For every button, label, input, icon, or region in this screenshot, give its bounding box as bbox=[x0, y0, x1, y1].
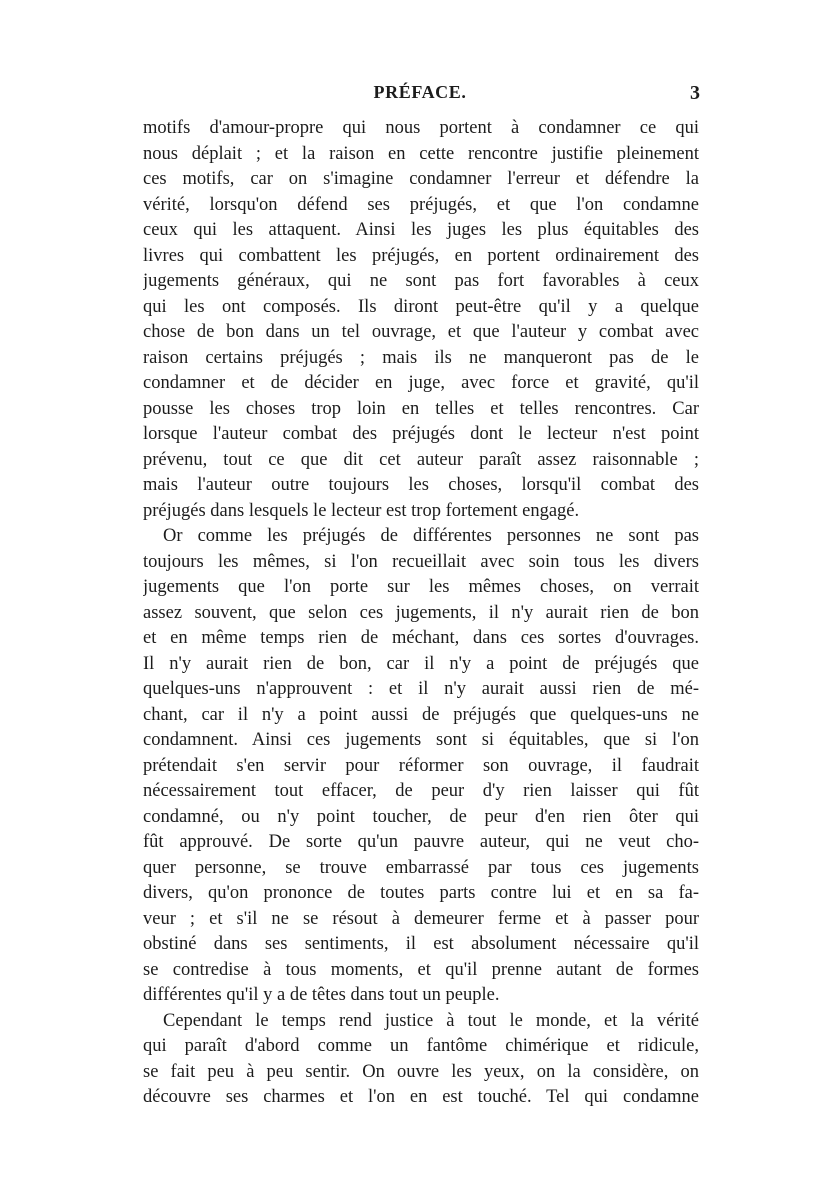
text-line: prétendait s'en servir pour réformer son ouvrage, il faudrait bbox=[143, 755, 699, 776]
text-line: préjugés dans lesquels le lecteur est trop fortement engagé. bbox=[143, 500, 580, 521]
text-line: découvre ses charmes et l'on en est touché. Tel qui condamne bbox=[143, 1087, 699, 1107]
text-line: qui les ont composés. Ils diront peut-être qu'il y a quelque bbox=[143, 296, 699, 317]
text-line: Cependant le temps rend justice à tout le monde, et la vérité bbox=[163, 1010, 699, 1031]
running-title: PRÉFACE. bbox=[373, 82, 467, 102]
text-line: et en même temps rien de méchant, dans ces sortes d'ouvrages. bbox=[143, 628, 699, 648]
text-line: quer personne, se trouve embarrassé par tous ces jugements bbox=[143, 857, 699, 878]
text-line: différentes qu'il y a de têtes dans tout un peuple. bbox=[143, 985, 500, 1005]
text-line: motifs d'amour-propre qui nous portent à condamner ce qui bbox=[143, 118, 699, 138]
text-line: lorsque l'auteur combat des préjugés dont le lecteur n'est point bbox=[143, 424, 699, 444]
text-line: se contredise à tous moments, et qu'il prenne autant de formes bbox=[143, 959, 699, 980]
text-line: nous déplait ; et la raison en cette rencontre justifie pleinement bbox=[143, 143, 699, 164]
text-line: Or comme les préjugés de différentes personnes ne sont pas bbox=[163, 526, 699, 546]
text-line: fût approuvé. De sorte qu'un pauvre auteur, qui ne veut cho- bbox=[143, 832, 699, 852]
text-line: toujours les mêmes, si l'on recueillait avec soin tous les divers bbox=[143, 551, 699, 572]
text-line: assez souvent, que selon ces jugements, il n'y aurait rien de bon bbox=[143, 602, 699, 623]
page-number: 3 bbox=[690, 82, 700, 104]
text-line: obstiné dans ses sentiments, il est absolument nécessaire qu'il bbox=[143, 934, 699, 954]
text-line: vérité, lorsqu'on défend ses préjugés, et que l'on condamne bbox=[143, 194, 699, 215]
text-line: chose de bon dans un tel ouvrage, et que l'auteur y combat avec bbox=[143, 322, 699, 342]
text-line: ceux qui les attaquent. Ainsi les juges les plus équitables des bbox=[143, 220, 699, 240]
text-line: chant, car il n'y a point aussi de préjugés que quelques-uns ne bbox=[143, 704, 699, 725]
text-line: livres qui combattent les préjugés, en portent ordinairement des bbox=[143, 245, 699, 266]
text-line: divers, qu'on prononce de toutes parts contre lui et en sa fa- bbox=[143, 883, 699, 903]
text-line: raison certains préjugés ; mais ils ne manqueront pas de le bbox=[143, 347, 699, 368]
text-line: quelques-uns n'approuvent : et il n'y aurait aussi rien de mé- bbox=[143, 679, 699, 699]
text-line: nécessairement tout effacer, de peur d'y rien laisser qui fût bbox=[143, 781, 699, 801]
text-line: se fait peu à peu sentir. On ouvre les yeux, on la considère, on bbox=[143, 1061, 699, 1082]
text-line: condamné, ou n'y point toucher, de peur d'en rien ôter qui bbox=[143, 806, 699, 827]
text-line: prévenu, tout ce que dit cet auteur paraît assez raisonnable ; bbox=[143, 449, 699, 470]
text-line: ces motifs, car on s'imagine condamner l'erreur et défendre la bbox=[143, 169, 699, 189]
text-line: Il n'y aurait rien de bon, car il n'y a point de préjugés que bbox=[143, 653, 699, 674]
text-line: condamner et de décider en juge, avec force et gravité, qu'il bbox=[143, 373, 699, 393]
text-line: pousse les choses trop loin en telles et telles rencontres. Car bbox=[143, 398, 699, 419]
text-line: condamnent. Ainsi ces jugements sont si équitables, que si l'on bbox=[143, 730, 699, 750]
text-line: jugements que l'on porte sur les mêmes choses, on verrait bbox=[143, 577, 699, 597]
body-text bbox=[143, 116, 699, 1111]
text-line: qui paraît d'abord comme un fantôme chimérique et ridicule, bbox=[143, 1036, 699, 1056]
text-line: jugements généraux, qui ne sont pas fort favorables à ceux bbox=[143, 271, 699, 291]
page-header bbox=[140, 82, 700, 112]
text-line: veur ; et s'il ne se résout à demeurer ferme et à passer pour bbox=[143, 908, 699, 929]
text-line: mais l'auteur outre toujours les choses, lorsqu'il combat des bbox=[143, 475, 699, 495]
